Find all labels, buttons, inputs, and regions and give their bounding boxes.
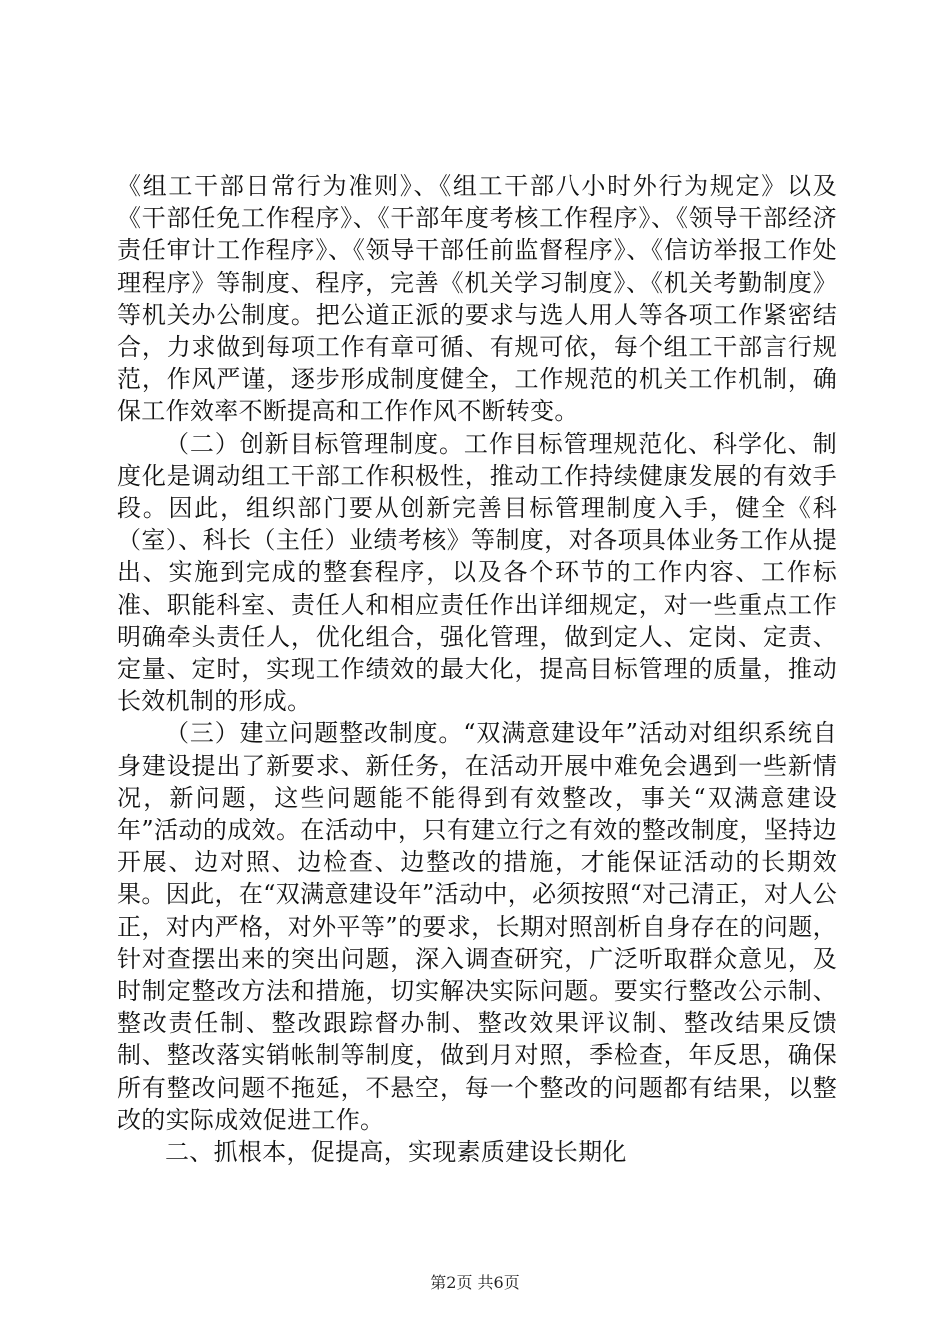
page-number-footer: 第2页 共6页 — [430, 1273, 520, 1292]
document-body — [117, 170, 837, 1168]
section-heading: 二、抓根本，促提高，实现素质建设长期化 — [165, 1138, 627, 1167]
paragraph-continued: 《组工干部日常行为准则》、《组工干部八小时外行为规定》以及《干部任免工作程序》、《干部年度考核工作程序》、《领导干部经济责任审计工作程序》、《领导干部任前监督程序》、《信访举报工作处理程序》等制度、程序，完善《机关学习制度》、《机关考勤制度》等机关办公制度。把公道正派的要求与选人用人等各项工作紧密结合，力求做到每项工作有章可循、有规可依，每个组工干部言行规范，作风严谨，逐步形成制度健全，工作规范的机关工作机制，确保工作效率不断提高和工作作风不断转变。 — [117, 172, 837, 426]
paragraph-target-management: （二）创新目标管理制度。工作目标管理规范化、科学化、制度化是调动组工干部工作积极性，推动工作持续健康发展的有效手段。因此，组织部门要从创新完善目标管理制度入手，健全《科（室）、科长（主任）业绩考核》等制度，对各项具体业务工作从提出、实施到完成的整套程序，以及各个环节的工作内容、工作标准、职能科室、责任人和相应责任作出详细规定，对一些重点工作明确牵头责任人，优化组合，强化管理，做到定人、定岗、定责、定量、定时，实现工作绩效的最大化，提高目标管理的质量，推动长效机制的形成。 — [117, 429, 837, 716]
paragraph-problem-rectification: （三）建立问题整改制度。“双满意建设年”活动对组织系统自身建设提出了新要求、新任务，在活动开展中难免会遇到一些新情况，新问题，这些问题能不能得到有效整改，事关“双满意建设年”活动的成效。在活动中，只有建立行之有效的整改制度，坚持边开展、边对照、边检查、边整改的措施，才能保证活动的长期效果。因此，在“双满意建设年”活动中，必须按照“对己清正，对人公正，对内严格，对外平等”的要求，长期对照剖析自身存在的问题，针对查摆出来的突出问题，深入调查研究，广泛听取群众意见，及时制定整改方法和措施，切实解决实际问题。要实行整改公示制、整改责任制、整改跟踪督办制、整改效果评议制、整改结果反馈制、整改落实销帐制等制度，做到月对照，季检查，年反思，确保所有整改问题不拖延，不悬空，每一个整改的问题都有结果，以整改的实际成效促进工作。 — [117, 719, 837, 1134]
